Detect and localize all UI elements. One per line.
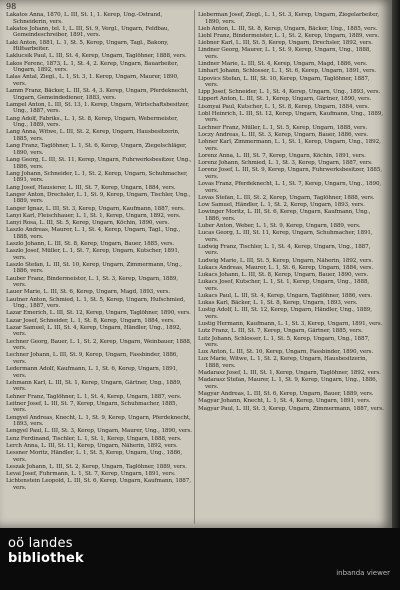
directory-entry: Lustig Adolf, L. III, St. 12, Kerep, Ungarn, Händler, Ung., 1889, vers. [198, 307, 372, 320]
directory-entry: Ledermann Adolf, Kaufmann, L. 1, St. 6, Kerep, Ungarn, 1891, vers. [6, 366, 178, 379]
directory-entry: Lang Anna, Witwe, L. III, St. 2, Kerep, Ungarn, Hausbesitzerin, 1885, vers. [6, 129, 180, 143]
directory-entry: Ludwig Marie, L. III, St. 5, Kerep, Ungarn, Näherin, 1892, vers. [198, 257, 373, 264]
directory-entry: Lukacs Johann, L. III, St. 8, Kerep, Ungarn, Bauer, 1890, vers. [198, 272, 369, 278]
directory-entry: Lazar Josef, Schneider, L. 1, St. 8, Kerep, Ungarn, 1884, vers. [6, 317, 175, 324]
directory-entry: Lux Anton, L. III, St. 10, Kerep, Ungarn, Fassbinder, 1890, vers. [198, 349, 374, 356]
directory-entry: Lipp Josef, Schneider, L. 1, St. 4, Kerep, Ungarn, Ung., 1893, vers. [198, 89, 381, 96]
directory-entry: Lang Johann, Schneider, L. 1, St. 2, Kerep, Ungarn, Schuhmacher, 1891, vers. [6, 170, 188, 184]
directory-entry: Lukacs Paul, L. III, St. 4, Kerep, Ungarn, Taglöhner, 1886, vers. [198, 292, 372, 299]
directory-entry: Laszlo Josef, Müller, L. 1, St. 7, Kerep, Ungarn, Kutscher, 1891, vers. [6, 248, 180, 261]
directory-entry: Low Samuel, Händler, L. 1, St. 2, Kerep, Ungarn, 1893, vers. [198, 201, 365, 208]
directory-entry: Lukacs Andreas, Maurer, L. 1, St. 6, Kerep, Ungarn, 1884, vers. [198, 264, 374, 271]
column-divider [194, 10, 195, 524]
directory-entry: Leitner Josef, L. III, St. 7, Kerep, Ungarn, Schuhmacher, 1885, vers. [6, 400, 178, 414]
directory-entry: Madarasz Josef, L. III, St. 1, Kerep, Ungarn, Taglöhner, 1892, vers. [198, 370, 381, 377]
directory-entry: Lux Marie, Witwe, L. 1, St. 2, Kerep, Ungarn, Hausbesitzerin, 1888, vers. [198, 356, 368, 370]
directory-entry: Lohner Karl, Zimmermann, L. 1, St. 1, Kerep, Ungarn, Ung., 1892, vers. [198, 139, 381, 152]
directory-entry: Lorenz Josef, L. III, St. 9, Kerep, Ungarn, Fuhrwerksbesitzer, 1885, vers. [198, 167, 383, 180]
directory-entry: Loczy Andreas, L. III, St. 3, Kerep, Ungarn, Bauer, 1886, vers. [198, 131, 369, 138]
directory-entry: Liebl Franz, Bindermeister, L. 1, St. 2, Kerep, Ungarn, 1889, vers. [198, 32, 380, 39]
directory-entry: Lukacs Josef, Kutscher, L. 1, St. 1, Kerep, Ungarn, Ung., 1888, vers. [198, 279, 370, 292]
directory-entry: Magyar Andreas, L. III, St. 6, Kerep, Ungarn, Bauer, 1889, vers. [198, 391, 374, 398]
directory-entry: Lucas Georg, L. III, St. 11, Kerep, Ungarn, Schuhmacher, 1891, vers. [198, 230, 373, 243]
directory-entry: Laszlo Stefan, L. III, St. 10, Kerep, Ungarn, Zimmermann, Ung., 1886, vers. [6, 261, 182, 275]
directory-entry: Lehmann Karl, L. III, St. 1, Kerep, Ungarn, Gärtner, Ung., 1889, vers. [6, 379, 182, 393]
directory-entry: Lang Adolf, Fabriks., L. 1, St. 8, Kerep, Ungarn, Webermeister, Ung., 1889, vers. [6, 115, 178, 129]
directory-entry: Magyar Johann, Knecht, L. 1, St. 4, Kerep, Ungarn, 1891, vers. [198, 398, 371, 405]
directory-entry: Lengyel Andreas, Knecht, L. 1, St. 9, Kerep, Ungarn, Pferdeknecht, 1893, vers. [6, 414, 191, 428]
directory-entry: Langer Anton, Drechsler, L. 1, St. 9, Kerep, Ungarn, Tischler, Ung., 1889, vers. [6, 191, 191, 205]
directory-entry: Lautner Anton, Schmied, L. 1, St. 5, Kerep, Ungarn, Hufschmied, Ung., 1887, vers. [6, 296, 186, 310]
directory-entry: Levai Josef, Fuhrmann, L. 1, St. 7, Kerep, Ungarn, 1891, vers. [6, 470, 176, 477]
page-number: 98 [6, 2, 17, 11]
directory-entry: Luber Anton, Weber, L. 1, St. 9, Kerep, Ungarn, 1889, vers. [198, 222, 361, 229]
logo-line-2: bibliothek [8, 551, 84, 566]
directory-entry: Lang Georg, L. III, St. 11, Kerep, Ungarn, Fuhrwerksbesitzer, Ung., 1886, vers. [6, 157, 192, 170]
directory-entry: Liebner Karl, L. III, St. 5, Kerep, Ungarn, Drechsler, 1892, vers. [198, 40, 373, 47]
directory-entry: Lieb Anton, L. III, St. 8, Kerep, Ungarn, Bäcker, Ung., 1885, vers. [198, 25, 378, 32]
directory-entry: Lowinger Moritz, L. III, St. 6, Kerep, Ungarn, Kaufmann, Ung., 1886, vers. [198, 209, 371, 222]
directory-entry: Lenz Ferdinand, Tischler, L. 1, St. 1, Kerep, Ungarn, 1888, vers. [6, 435, 182, 442]
directory-entry: Lechner Johann, L. III, St. 9, Kerep, Ungarn, Fassbinder, 1886, vers. [6, 352, 178, 365]
directory-entry: Lalas Antal, Ziegl., L. 1, St. 3, 1. Kerep, Ungarn, Maurer, 1890, vers. [6, 74, 179, 87]
directory-entry: Laszlo Andreas, Maurer, L. 1, St. 4, Kerep, Ungarn, Tagl., Ung., 1888, vers. [6, 227, 181, 240]
logo-line-1: oö landes [8, 536, 73, 551]
directory-entry: Lukas Karl, Bäcker, L. 1, St. 8, Kerep, Ungarn, 1893, vers. [198, 300, 358, 307]
directory-entry: Laszlo Johann, L. III, St. 8, Kerep, Ungarn, Bauer, 1885, vers. [6, 240, 175, 247]
book-spine-shadow [392, 0, 400, 528]
directory-entry: Lobl Heinrich, L. III, St. 12, Kerep, Ungarn, Kaufmann, Ung., 1889, vers. [198, 110, 383, 124]
directory-entry: Lutz Johann, Schlosser, L. 1, St. 5, Kerep, Ungarn, Ung., 1887, vers. [198, 335, 370, 349]
directory-entry: Lochner Franz, Müller, L. 1, St. 5, Kerep, Ungarn, 1888, vers. [198, 124, 368, 131]
directory-entry: Lisznyai Paul, Kutscher, L. 1, St. 8, Kerep, Ungarn, 1884, vers. [198, 103, 370, 110]
directory-entry: Lehner Franz, Taglöhner, L. 1, St. 4, Kerep, Ungarn, 1887, vers. [6, 393, 182, 400]
directory-entry: Lindner Marie, L. III, St. 4, Kerep, Ungarn, Magd, 1886, vers. [198, 61, 368, 68]
directory-entry: Lakos Ferenc, 1873, L. 1, St. 4, 2. Kerep, Ungarn, Bauarbeiter, Ungarn, 1892, vers. [6, 60, 179, 74]
directory-entry: Lichtenstein Leopold, L. III, St. 6, Kerep, Ungarn, Kaufmann, 1887, vers. [6, 478, 191, 491]
directory-entry: Lerch Anna, L. III, St. 11, Kerep, Ungarn, Näherin, 1892, vers. [6, 442, 178, 449]
directory-entry: Lechner Georg, Bauer, L. 1, St. 2, Kerep, Ungarn, Weinbauer, 1888, vers. [6, 338, 192, 352]
directory-entry: Lorenz Johann, Schmied, L. 1, St. 3, Kerep, Ungarn, 1887, vers. [198, 159, 373, 166]
directory-entry: Lipovics Stefan, L. III, St. 10, Kerep, Ungarn, Taglöhner, 1887, vers. [198, 75, 370, 89]
directory-entry: Lauer Marie, L. III, St. 6, Kerep, Ungarn, Magd, 1893, vers. [6, 289, 170, 296]
directory-entry: Lovas Stefan, L. III, St. 2, Kerep, Ungarn, Taglöhner, 1888, vers. [198, 194, 375, 201]
directory-entry: Lazar Samuel, L. III, St. 4, Kerep, Ungarn, Händler, Ung., 1892, vers. [6, 324, 182, 338]
directory-entry: Lovas Franz, Pferdeknecht, L. 1, St. 7, Kerep, Ungarn, Ung., 1890, vers. [198, 180, 382, 194]
directory-entry: Lakatos Anna, 1870, L. III, St. 1, 1. Kerep, Ung.-Ostrand, Schneiderin, vers. [6, 12, 163, 25]
left-column [6, 12, 192, 526]
directory-entry: Lang Franz, Taglöhner, L. 1, St. 6, Kerep, Ungarn, Ziegelschläger, 1890, vers. [6, 143, 187, 156]
directory-entry: Lengyel Paul, L. III, St. 3, Kerep, Ungarn, Maurer, Ung., 1890, vers. [6, 428, 192, 435]
directory-entry: Lutz Franz, L. III, St. 7, Kerep, Ungarn, Gärtner, 1885, vers. [198, 328, 363, 335]
directory-entry: Lakatos Johann, tel. 1, L. III, St. 9, Vergl., Ungarn, Feldbau, Gemeindeschreiber, 1891, vers. [6, 25, 170, 39]
directory-entry: Magyar Paul, L. III, St. 3, Kerep, Ungarn, Zimmermann, 1887, vers. [198, 405, 384, 412]
directory-entry: Lang Josef, Hausierer, L. III, St. 7, Kerep, Ungarn, 1884, vers. [6, 184, 176, 191]
right-column [198, 12, 384, 526]
directory-entry: Lanyi Rosa, L. III, St. 5, Kerep, Ungarn, Köchin, 1890, vers. [6, 219, 170, 226]
directory-entry: Lampel Anton, L. III, St. 13, 1. Kerep, Ungarn, Wirtschaftsbesitzer, Ung., 1887, vers. [6, 101, 190, 115]
directory-entry: Lippert Anton, L. III, St. 1, Kerep, Ungarn, Gärtner, 1890, vers. [198, 96, 372, 103]
directory-entry: Lanyi Karl, Fleischhauer, L. 1, St. 1, Kerep, Ungarn, 1892, vers. [6, 212, 181, 219]
directory-entry: Lorenz Anna, L. III, St. 7, Kerep, Ungarn, Köchin, 1891, vers. [198, 152, 366, 159]
viewer-label: inbanda viewer [336, 569, 390, 577]
directory-entry: Lindner Georg, Maurer, L. 1, St. 9, Kerep, Ungarn, Ung., 1888, vers. [198, 47, 371, 60]
directory-entry: Madarasz Stefan, Maurer, L. 1, St. 9, Kerep, Ungarn, Ung., 1886, vers. [198, 377, 378, 391]
directory-entry: Ludwig Franz, Tischler, L. 1, St. 4, Kerep, Ungarn, Ung., 1887, vers. [198, 243, 371, 257]
directory-entry: Laki Anton, 1881, L. 1, St. 5, Kerep, Ungarn, Tagl., Bakony, Hilfsarbeiter. [6, 39, 169, 53]
directory-entry: Lieberman Josef, Ziegl., L. 1, St. 3, Kerep, Ungarn, Ziegelarbeiter, 1890, vers. [198, 12, 379, 25]
directory-entry: Lessner Moritz, Händler, L. 1, St. 5, Kerep, Ungarn, Ung., 1886, vers. [6, 449, 183, 463]
directory-entry: Lauber Franz, Bindermeister, L. 1, St. 3, Kerep, Ungarn, 1889, vers. [6, 275, 178, 289]
directory-entry: Laklucsik Paul, L. III, St. 4, Kerep, Ungarn, Taglöhner, 1888, vers. [6, 53, 187, 60]
directory-entry: Lustig Hermann, Kaufmann, L. 1, St. 3, Kerep, Ungarn, 1891, vers. [198, 321, 383, 328]
directory-entry: Lamm Franz, Bäcker, L. III, St. 4, 3. Kerep, Ungarn, Pferdeknecht, Ungarn, Gemeindediener, 1883, vers. [6, 88, 189, 101]
directory-entry: Linhart Johann, Schlosser, L. 1, St. 6, Kerep, Ungarn, 1891, vers. [198, 68, 377, 75]
directory-entry: Lazar Emerich, L. III, St. 12, Kerep, Ungarn, Taglöhner, 1890, vers. [6, 310, 191, 317]
library-logo [8, 536, 84, 566]
directory-entry: Langer Ignaz, L. III, St. 3, Kerep, Ungarn, Kaufmann, 1887, vers. [6, 205, 185, 212]
directory-entry: Leszak Johann, L. III, St. 2, Kerep, Ungarn, Taglöhner, 1889, vers. [6, 463, 187, 470]
